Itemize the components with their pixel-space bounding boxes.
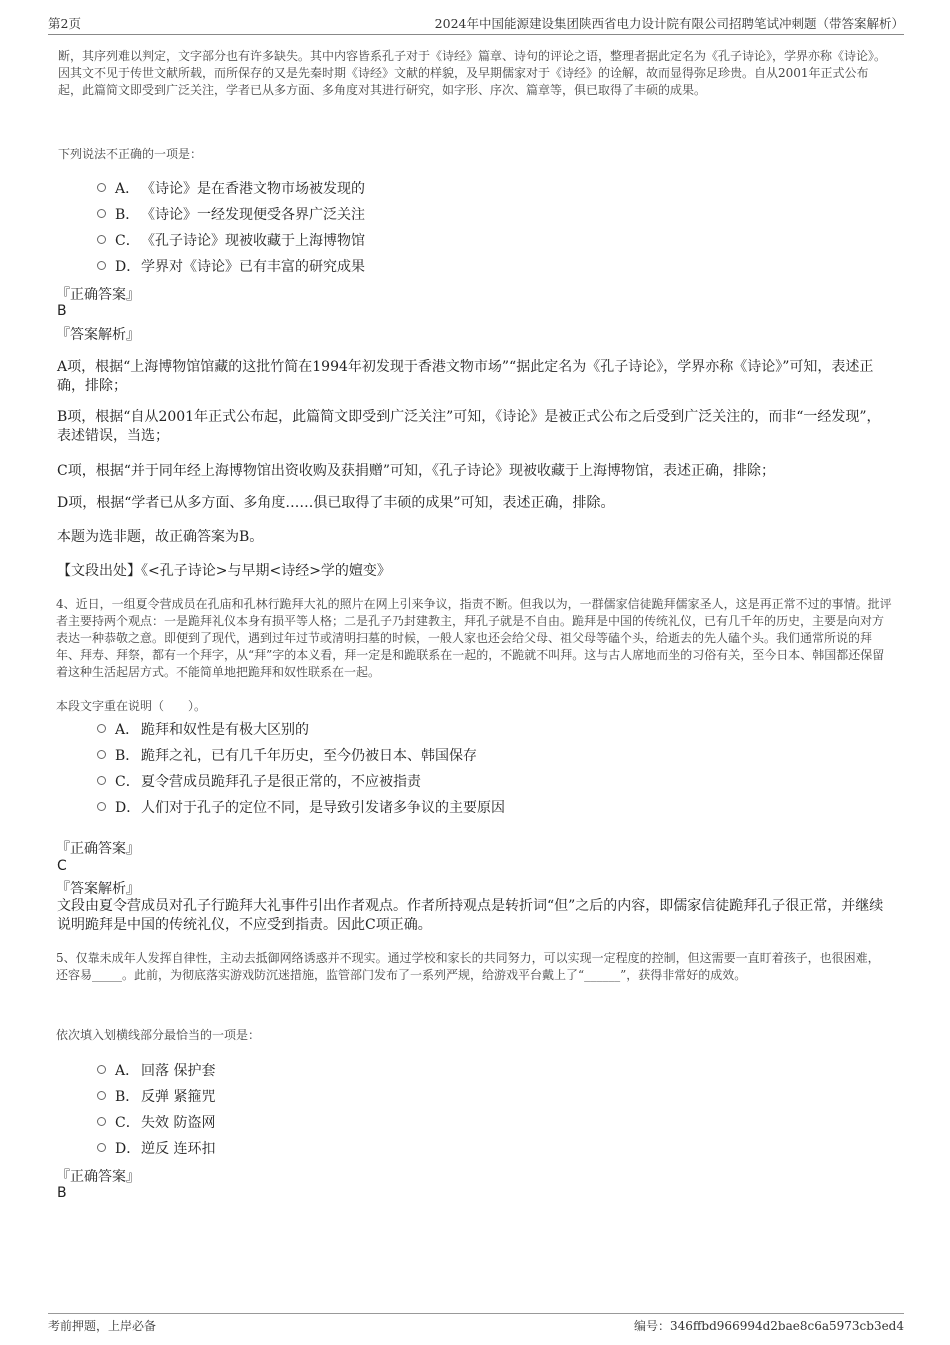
q5-option-b[interactable]: B． 反弹 紧箍咒 — [97, 1086, 215, 1106]
footer-slogan: 考前押题，上岸必备 — [48, 1319, 157, 1333]
q3-passage: 断，其序列难以判定，文字部分也有许多缺失。其中内容皆系孔子对于《诗经》篇章、诗句的评论之语，整理者据此定名为《孔子诗论》，学界亦称《诗论》。因其文不见于传世文献所载，而所保存的又是先秦时期《诗经》文献的样貌，及早期儒家对于《诗经》的诠解，故而显得弥足珍贵。自从2001年正式公布起，此篇简文即受到广泛关注，学者已从多方面、多角度对其进行研究，如字形、序次、篇章等，俱已取得了丰硕的成果。 — [58, 49, 887, 97]
q5-answer: B — [57, 1185, 67, 1201]
q3-option-a[interactable]: A． 《诗论》是在香港文物市场被发现的 — [97, 178, 365, 198]
radio-button[interactable] — [97, 776, 106, 785]
q5-option-d[interactable]: D．逆反 连环扣 — [97, 1138, 215, 1158]
footer-serial: 编号：346ffbd966994d2bae8c6a5973cb3ed4 — [634, 1319, 904, 1333]
radio-button[interactable] — [97, 209, 106, 218]
q5-passage: 5、仅靠未成年人发挥自律性，主动去抵御网络诱惑并不现实。通过学校和家长的共同努力，可以实现一定程度的控制，但这需要一直盯着孩子，也很困难，还容易_____。此前，为彻底落实游戏防沉迷措施，监管部门发布了一系列严规，给游戏平台戴上了“______”，获得非常好的成效。 — [56, 951, 880, 982]
q3-analysis-b: B项，根据“自从2001年正式公布起，此篇简文即受到广泛关注”可知，《诗论》是被正式公布之后受到广泛关注的，而非“一经发现”，表述错误，当选； — [57, 409, 881, 444]
q3-analysis-d: D项，根据“学者已从多方面、多角度……俱已取得了丰硕的成果”可知，表述正确，排除。 — [57, 495, 615, 511]
q3-option-c[interactable]: C．《孔子诗论》现被收藏于上海博物馆 — [97, 230, 365, 250]
radio-button[interactable] — [97, 750, 106, 759]
q5-option-a[interactable]: A． 回落 保护套 — [97, 1060, 215, 1080]
q4-answer: C — [57, 858, 67, 874]
q5-answer-label: 『正确答案』 — [56, 1169, 140, 1185]
radio-button[interactable] — [97, 235, 106, 244]
q4-option-b[interactable]: B． 跪拜之礼，已有几千年历史，至今仍被日本、韩国保存 — [97, 745, 477, 765]
radio-button[interactable] — [97, 1117, 106, 1126]
q4-option-d[interactable]: D．人们对于孔子的定位不同，是导致引发诸多争议的主要原因 — [97, 797, 505, 817]
q4-analysis: 文段由夏令营成员对孔子行跪拜大礼事件引出作者观点。作者所持观点是转折词“但”之后的内容，即儒家信徒跪拜孔子很正常，并继续说明跪拜是中国的传统礼仪，不应受到指责。因此C项正确。 — [57, 898, 884, 933]
q3-answer: B — [57, 303, 67, 319]
page-number: 第2页 — [48, 16, 81, 31]
q3-source: 【文段出处】《<孔子诗论>与早期<诗经>学的嬗变》 — [57, 563, 391, 579]
radio-button[interactable] — [97, 1143, 106, 1152]
radio-button[interactable] — [97, 802, 106, 811]
q3-option-b[interactable]: B． 《诗论》一经发现便受各界广泛关注 — [97, 204, 365, 224]
q3-analysis-c: C项，根据“并于同年经上海博物馆出资收购及获捐赠”可知，《孔子诗论》现被收藏于上海博物馆，表述正确，排除； — [57, 463, 776, 479]
radio-button[interactable] — [97, 724, 106, 733]
page-footer — [48, 1313, 904, 1333]
document-title: 2024年中国能源建设集团陕西省电力设计院有限公司招聘笔试冲刺题（带答案解析） — [434, 16, 904, 31]
radio-button[interactable] — [97, 183, 106, 192]
q4-analysis-label: 『答案解析』 — [56, 881, 140, 897]
q3-question: 下列说法不正确的一项是： — [58, 147, 203, 161]
q4-answer-label: 『正确答案』 — [56, 841, 140, 857]
q5-option-c[interactable]: C．失效 防盗网 — [97, 1112, 215, 1132]
q4-question: 本段文字重在说明（ ）。 — [56, 699, 207, 713]
q3-analysis-label: 『答案解析』 — [56, 327, 140, 343]
page-header — [48, 14, 904, 35]
q3-option-d[interactable]: D．学界对《诗论》已有丰富的研究成果 — [97, 256, 365, 276]
q3-analysis-conclusion: 本题为选非题，故正确答案为B。 — [57, 529, 264, 545]
radio-button[interactable] — [97, 1091, 106, 1100]
q4-passage: 4、近日，一组夏令营成员在孔庙和孔林行跪拜大礼的照片在网上引来争议，指责不断。但我以为，一群儒家信徒跪拜儒家圣人，这是再正常不过的事情。批评者主要持两个观点：一是跪拜礼仪本身有损平等人格；二是孔子乃封建教主，拜孔子就是不自由。跪拜是中国的传统礼仪，已有几千年的历史，主要是向对方表达一种恭敬之意。即便到了现代，遇到过年过节或清明扫墓的时候，一般人家也还会给父母、祖父母等磕个头，给逝去的先人磕个头。我们通常所说的拜年、拜寿、拜祭，都有一个拜字，从“拜”字的本义看，拜一定是和跪联系在一起的，不跪就不叫拜。这与古人席地而坐的习俗有关，至今日本、韩国都还保留着这种生活起居方式。不能简单地把跪拜和奴性联系在一起。 — [56, 597, 892, 679]
q3-answer-label: 『正确答案』 — [56, 287, 140, 303]
q5-question: 依次填入划横线部分最恰当的一项是： — [56, 1028, 261, 1042]
q3-analysis-a: A项，根据“上海博物馆馆藏的这批竹简在1994年初发现于香港文物市场”“据此定名为《孔子诗论》，学界亦称《诗论》”可知，表述正确，排除； — [57, 359, 874, 394]
q4-option-c[interactable]: C．夏令营成员跪拜孔子是很正常的，不应被指责 — [97, 771, 421, 791]
radio-button[interactable] — [97, 1065, 106, 1074]
q4-option-a[interactable]: A． 跪拜和奴性是有极大区别的 — [97, 719, 309, 739]
radio-button[interactable] — [97, 261, 106, 270]
